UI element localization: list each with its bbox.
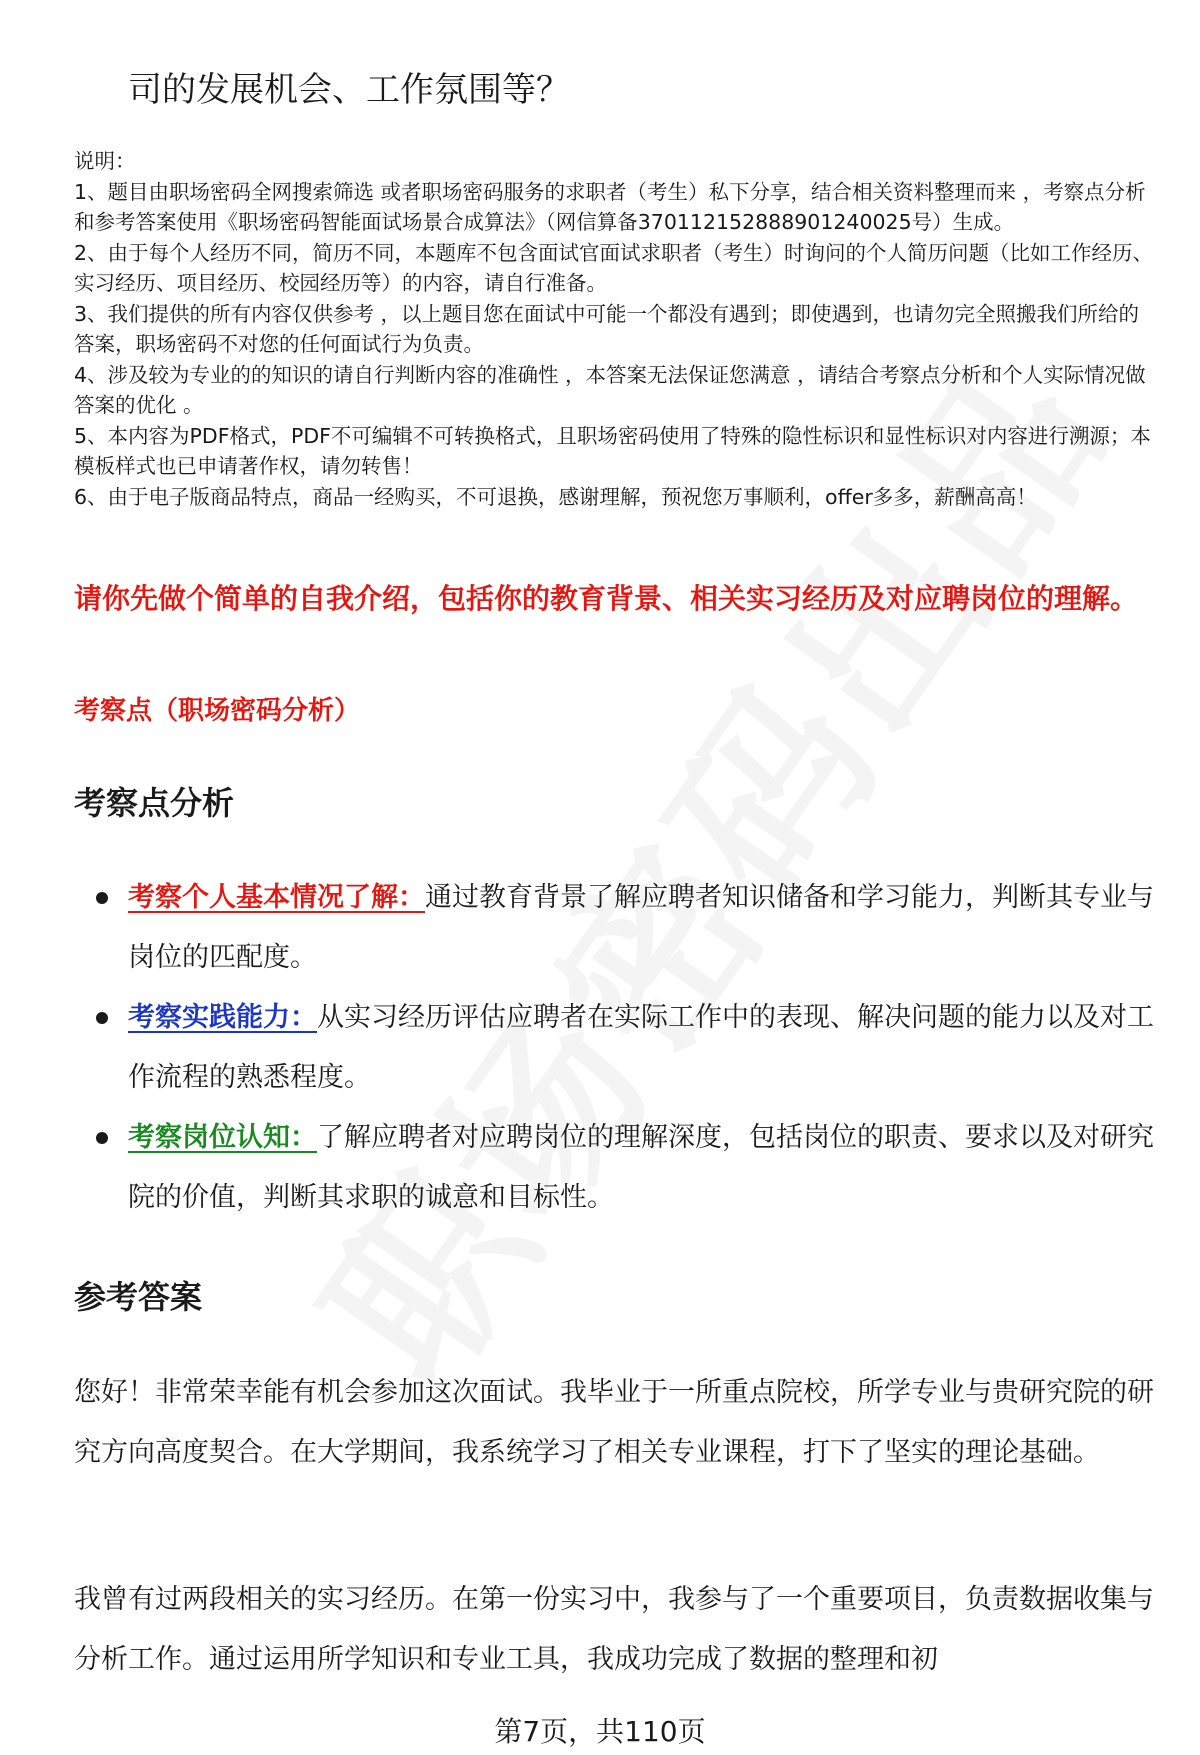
analysis-text: 从实习经历评估应聘者在实际工作中的表现、解决问题的能力以及对工作流程的熟悉程度。 — [128, 1002, 1154, 1093]
answer-heading: 参考答案 — [74, 1278, 203, 1316]
note-item: 3、我们提供的所有内容仅供参考 ，以上题目您在面试中可能一个都没有遇到；即使遇到，也请勿完全照搬我们所给的答案，职场密码不对您的任何面试行为负责。 — [74, 301, 1140, 356]
analysis-item — [74, 1108, 1164, 1228]
analysis-heading: 考察点分析 — [74, 784, 235, 822]
bullet-icon — [96, 1012, 108, 1024]
note-item: 5、本内容为PDF格式，PDF不可编辑不可转换格式，且职场密码使用了特殊的隐性标识和显性标识对内容进行溯源；本模板样式也已申请著作权，请勿转售！ — [74, 423, 1151, 478]
note-item: 6、由于电子版商品特点，商品一经购买，不可退换，感谢理解，预祝您万事顺利，offer多多，薪酬高高！ — [74, 484, 1037, 509]
bullet-icon — [96, 892, 108, 904]
key-point-label: 考察点（职场密码分析） — [74, 696, 361, 726]
notes-heading: 说明： — [74, 149, 136, 173]
continued-question-title: 司的发展机会、工作氛围等？ — [128, 70, 570, 110]
note-item: 1、题目由职场密码全网搜索筛选 或者职场密码服务的求职者（考生）私下分享，结合相关资料整理而来 ，考察点分析和参考答案使用《职场密码智能面试场景合成算法》（网信算备370112152888901240025号）生成。 — [74, 179, 1146, 234]
analysis-item — [74, 988, 1164, 1108]
note-item: 2、由于每个人经历不同，简历不同，本题库不包含面试官面试求职者（考生）时询问的个人简历问题（比如工作经历、实习经历、项目经历、校园经历等）的内容，请自行准备。 — [74, 240, 1154, 295]
page-footer: 第7页，共110页 — [494, 1715, 706, 1748]
analysis-term: 考察实践能力： — [128, 1002, 317, 1033]
analysis-term: 考察个人基本情况了解： — [128, 882, 425, 913]
analysis-term: 考察岗位认知： — [128, 1122, 317, 1153]
note-item: 4、涉及较为专业的的知识的请自行判断内容的准确性 ，本答案无法保证您满意 ，请结合考察点分析和个人实际情况做答案的优化 。 — [74, 362, 1146, 417]
answer-paragraph: 我曾有过两段相关的实习经历。在第一份实习中，我参与了一个重要项目，负责数据收集与分析工作。通过运用所学知识和专业工具，我成功完成了数据的整理和初 — [74, 1584, 1154, 1675]
analysis-text: 通过教育背景了解应聘者知识储备和学习能力，判断其专业与岗位的匹配度。 — [128, 882, 1154, 973]
analysis-item — [74, 868, 1164, 988]
analysis-list — [74, 868, 1164, 1228]
notes-section — [74, 146, 1159, 512]
analysis-text: 了解应聘者对应聘岗位的理解深度，包括岗位的职责、要求以及对研究院的价值，判断其求职的诚意和目标性。 — [128, 1122, 1154, 1213]
bullet-icon — [96, 1132, 108, 1144]
interview-question: 请你先做个简单的自我介绍，包括你的教育背景、相关实习经历及对应聘岗位的理解。 — [74, 582, 1139, 615]
answer-paragraph: 您好！非常荣幸能有机会参加这次面试。我毕业于一所重点院校，所学专业与贵研究院的研究方向高度契合。在大学期间，我系统学习了相关专业课程，打下了坚实的理论基础。 — [74, 1377, 1154, 1468]
